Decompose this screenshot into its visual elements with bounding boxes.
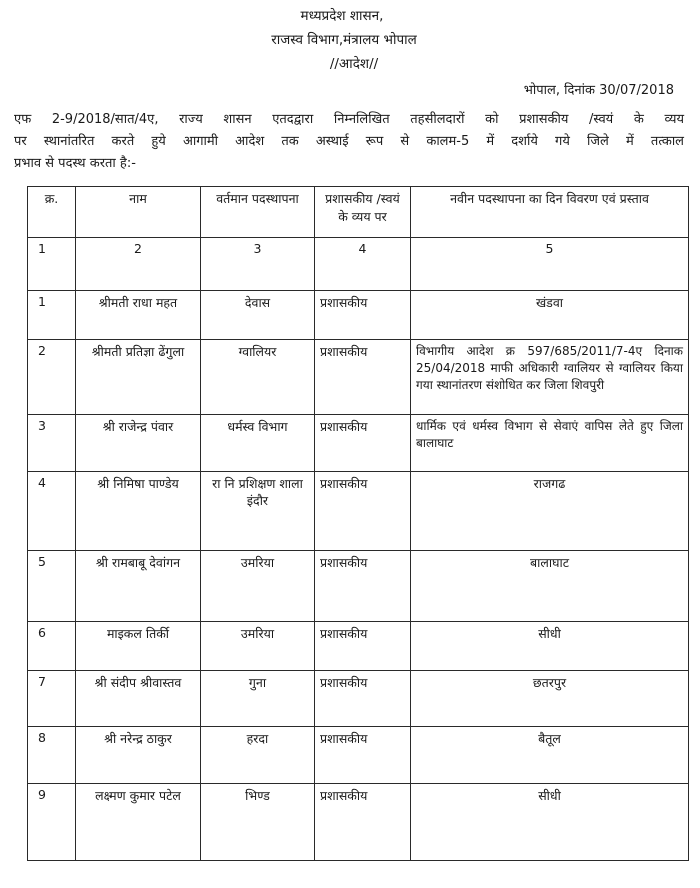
cell-sn: 6 xyxy=(28,622,76,671)
cell-new-posting: विभागीय आदेश क्र 597/685/2011/7-4ए दिनाक 25/04/2018 माफी अधिकारी ग्वालियर से ग्वालियर किया गया स्थानांतरण संशोधित कर जिला शिवपुरी xyxy=(411,340,689,415)
cell-mode: प्रशासकीय xyxy=(315,415,411,472)
cell-mode: प्रशासकीय xyxy=(315,291,411,340)
cell-name: लक्ष्मण कुमार पटेल xyxy=(76,784,201,861)
col-header-new-posting: नवीन पदस्थापना का दिन विवरण एवं प्रस्ताव xyxy=(411,187,689,238)
cell-sn: 2 xyxy=(28,340,76,415)
cell-name: श्रीमती प्रतिज्ञा ढेंगुला xyxy=(76,340,201,415)
cell-name: माइकल तिर्की xyxy=(76,622,201,671)
col-header-current-posting: वर्तमान पदस्थापना xyxy=(201,187,315,238)
cell-name: श्री संदीप श्रीवास्तव xyxy=(76,671,201,727)
cell-current-posting: रा नि प्रशिक्षण शाला इंदौर xyxy=(201,472,315,551)
cell-current-posting: देवास xyxy=(201,291,315,340)
table-row xyxy=(28,415,689,472)
column-number: 1 xyxy=(28,238,76,291)
cell-mode: प्रशासकीय xyxy=(315,671,411,727)
column-number: 3 xyxy=(201,238,315,291)
transfer-table xyxy=(27,186,689,861)
intro-line-3: प्रभाव से पदस्थ करता है:- xyxy=(14,156,136,171)
cell-mode: प्रशासकीय xyxy=(315,622,411,671)
cell-new-posting: सीधी xyxy=(411,784,689,861)
table-row xyxy=(28,291,689,340)
column-number: 2 xyxy=(76,238,201,291)
cell-new-posting: बैतूल xyxy=(411,727,689,784)
cell-name: श्री नरेन्द्र ठाकुर xyxy=(76,727,201,784)
cell-new-posting: बालाघाट xyxy=(411,551,689,622)
cell-current-posting: गुना xyxy=(201,671,315,727)
cell-current-posting: उमरिया xyxy=(201,622,315,671)
cell-mode: प्रशासकीय xyxy=(315,340,411,415)
cell-sn: 7 xyxy=(28,671,76,727)
table-row xyxy=(28,472,689,551)
place-date: भोपाल, दिनांक 30/07/2018 xyxy=(523,83,674,98)
govt-heading: मध्यप्रदेश शासन, xyxy=(300,8,384,24)
column-number: 4 xyxy=(315,238,411,291)
cell-mode: प्रशासकीय xyxy=(315,784,411,861)
table-row xyxy=(28,551,689,622)
cell-new-posting: छतरपुर xyxy=(411,671,689,727)
table-header-row xyxy=(28,187,689,238)
cell-sn: 5 xyxy=(28,551,76,622)
intro-line-2: पर स्थानांतरित करते हुये आगामी आदेश तक अस्थाई रूप से कालम-5 में दर्शाये गये जिले में तत्काल xyxy=(14,134,684,149)
department-heading: राजस्व विभाग,मंत्रालय भोपाल xyxy=(271,32,417,48)
cell-new-posting: राजगढ xyxy=(411,472,689,551)
column-number-row xyxy=(28,238,689,291)
order-title: //आदेश// xyxy=(329,56,379,72)
cell-mode: प्रशासकीय xyxy=(315,551,411,622)
table-row xyxy=(28,671,689,727)
cell-current-posting: भिण्ड xyxy=(201,784,315,861)
cell-new-posting: खंडवा xyxy=(411,291,689,340)
order-intro xyxy=(14,109,684,175)
cell-name: श्री राजेन्द्र पंवार xyxy=(76,415,201,472)
cell-current-posting: उमरिया xyxy=(201,551,315,622)
cell-sn: 8 xyxy=(28,727,76,784)
cell-new-posting: धार्मिक एवं धर्मस्व विभाग से सेवाएं वापिस लेते हुए जिला बालाघाट xyxy=(411,415,689,472)
cell-current-posting: हरदा xyxy=(201,727,315,784)
col-header-name: नाम xyxy=(76,187,201,238)
cell-sn: 3 xyxy=(28,415,76,472)
table-row xyxy=(28,622,689,671)
cell-sn: 4 xyxy=(28,472,76,551)
column-number: 5 xyxy=(411,238,689,291)
cell-mode: प्रशासकीय xyxy=(315,472,411,551)
cell-sn: 1 xyxy=(28,291,76,340)
cell-name: श्री रामबाबू देवांगन xyxy=(76,551,201,622)
col-header-mode: प्रशासकीय /स्वयं के व्यय पर xyxy=(315,187,411,238)
cell-new-posting: सीधी xyxy=(411,622,689,671)
table-row xyxy=(28,340,689,415)
cell-sn: 9 xyxy=(28,784,76,861)
table-row xyxy=(28,727,689,784)
cell-mode: प्रशासकीय xyxy=(315,727,411,784)
intro-line-1: एफ 2-9/2018/सात/4ए, राज्य शासन एतदद्वारा निम्नलिखित तहसीलदारों को प्रशासकीय /स्वयं के व्यय xyxy=(14,112,684,127)
table-row xyxy=(28,784,689,861)
cell-name: श्री निमिषा पाण्डेय xyxy=(76,472,201,551)
cell-current-posting: ग्वालियर xyxy=(201,340,315,415)
cell-name: श्रीमती राधा महत xyxy=(76,291,201,340)
col-header-sn: क्र. xyxy=(28,187,76,238)
cell-current-posting: धर्मस्व विभाग xyxy=(201,415,315,472)
